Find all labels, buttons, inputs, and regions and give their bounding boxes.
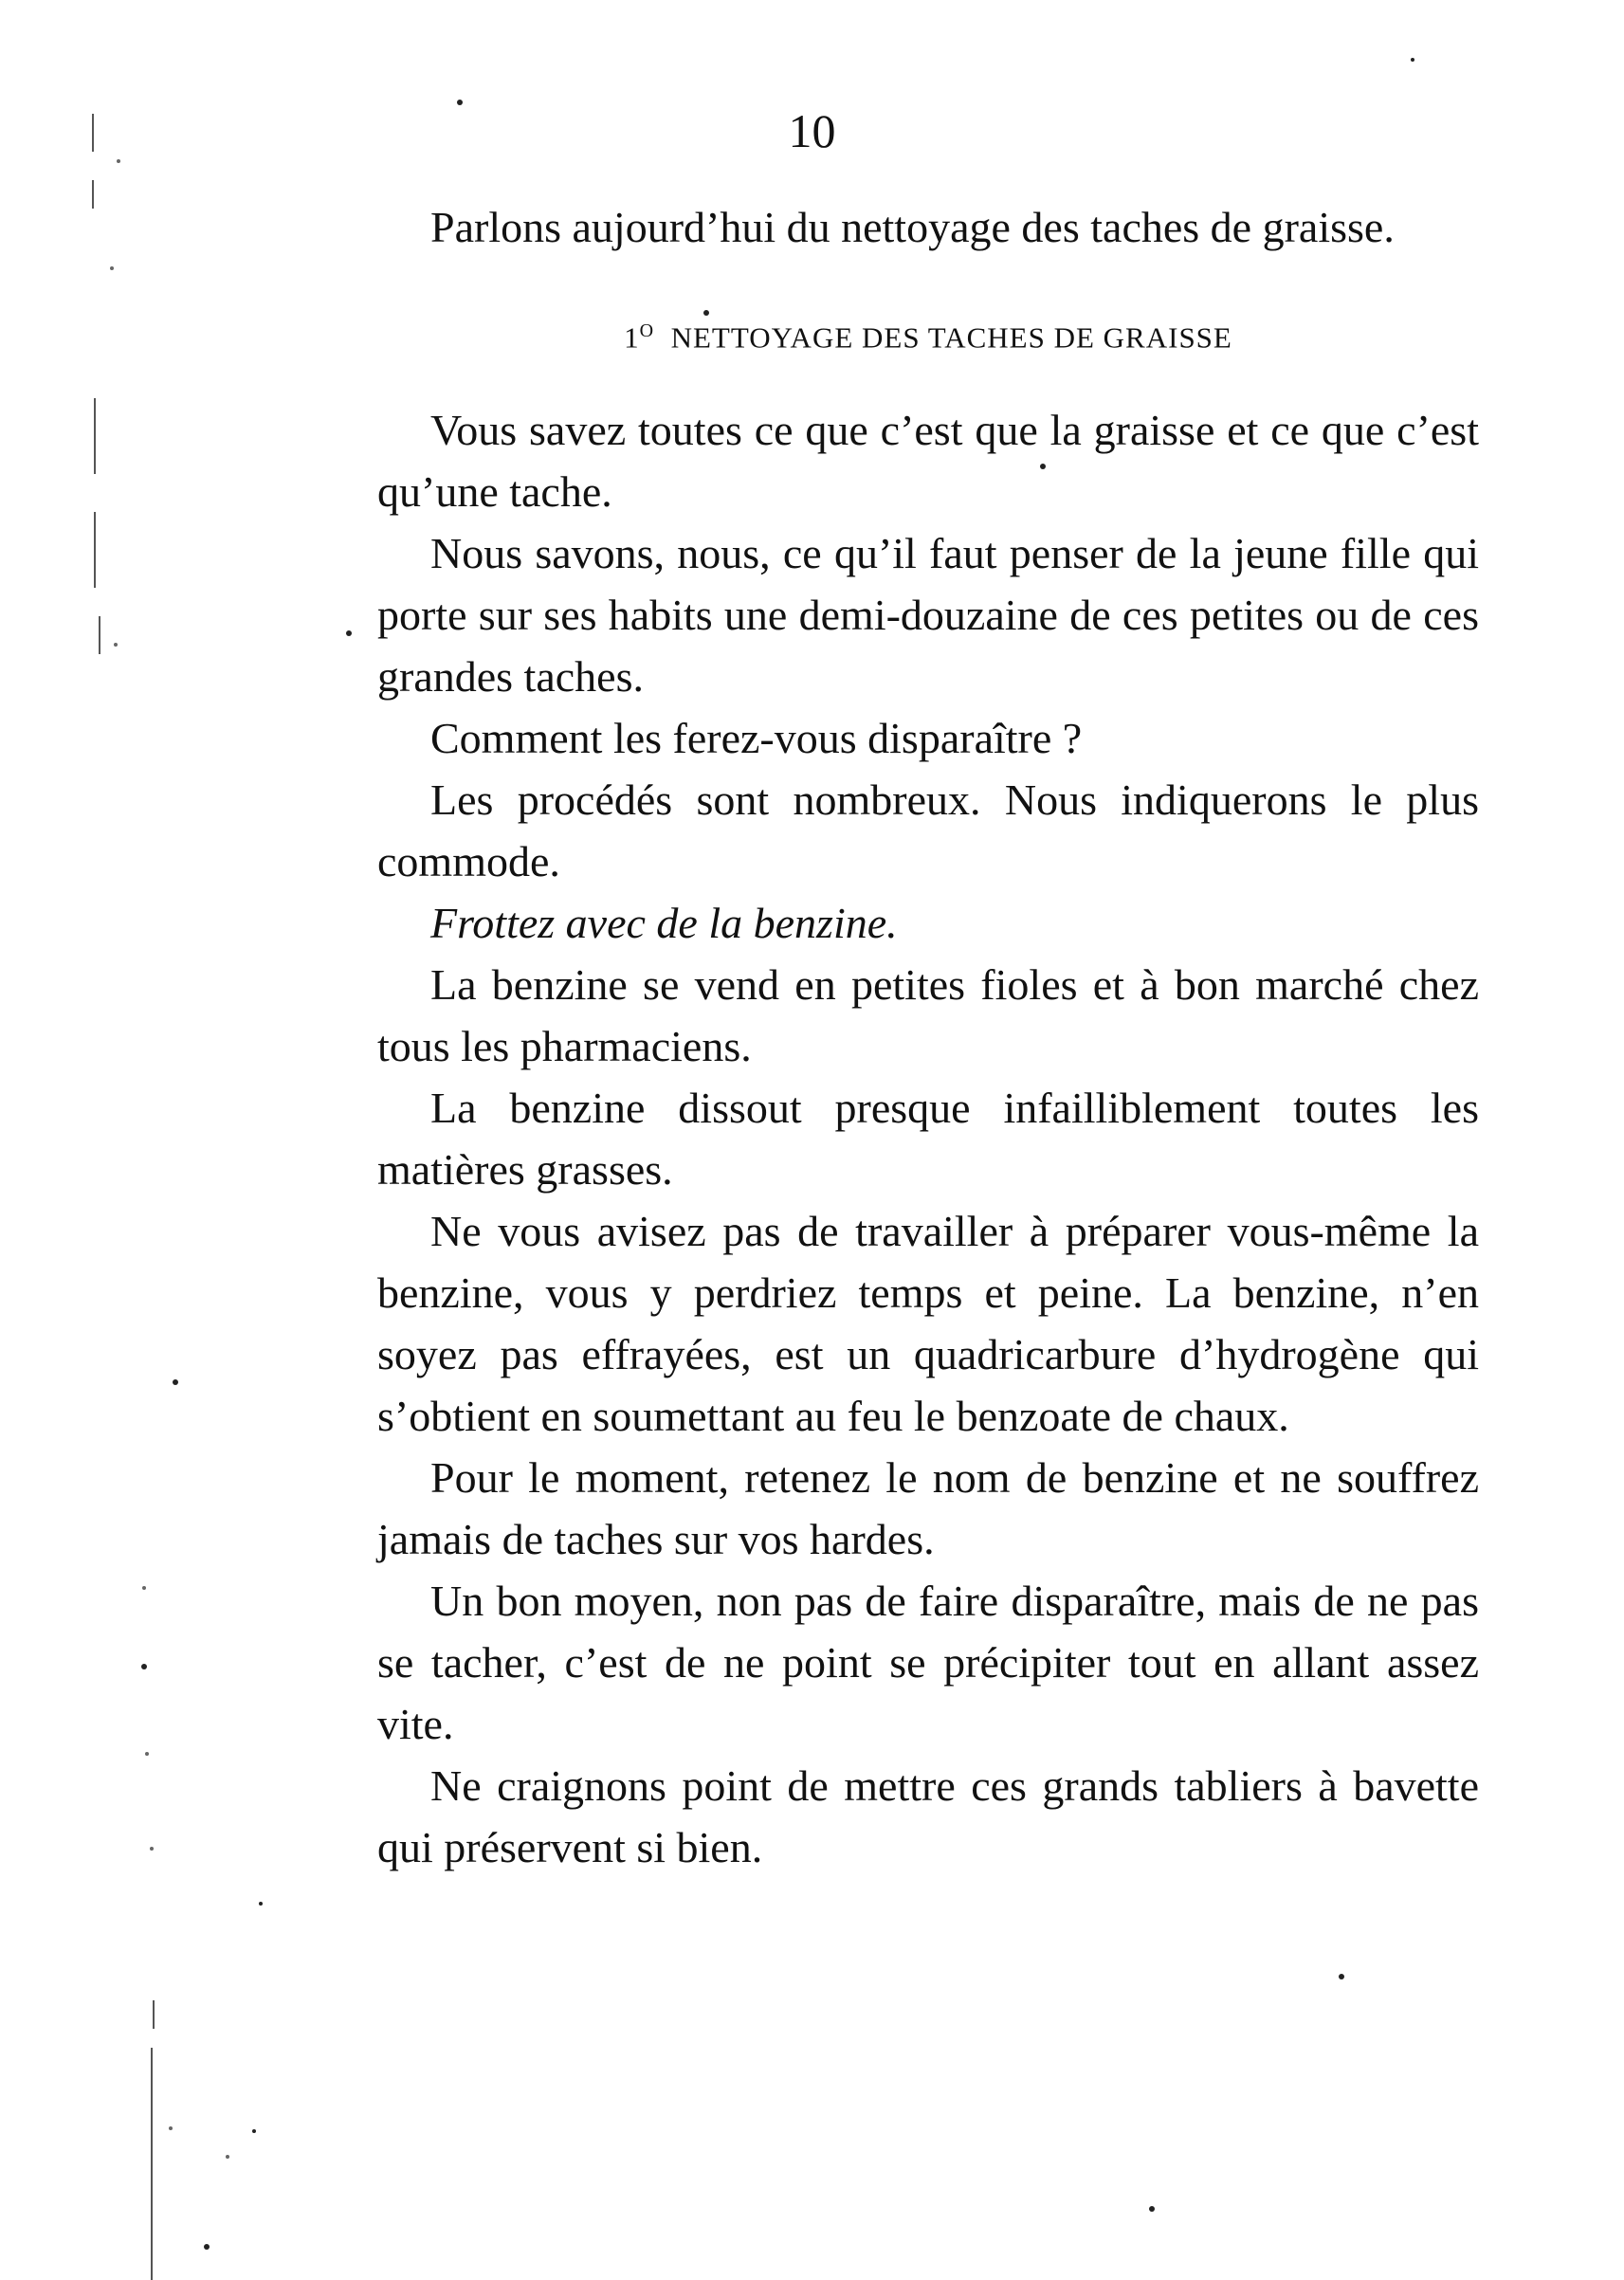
paragraph: La benzine dissout presque infailliblement toutes les matières grasses. [377, 1084, 1479, 1195]
section-heading-text: NETTOYAGE DES TACHES DE GRAISSE [670, 320, 1232, 355]
intro-paragraph: Parlons aujourd’hui du nettoyage des taches de graisse. [430, 203, 1395, 251]
paragraph: Ne vous avisez pas de travailler à préparer vous-même la benzine, vous y perdriez temps et peine. La benzine, n’en soyez pas effrayées, est un quadricarbure d’hydrogène qui s’obtient en soumettant au feu le benzoate de chaux. [377, 1207, 1479, 1441]
page-number: 10 [788, 104, 836, 157]
paragraph: Ne craignons point de mettre ces grands tabliers à bavette qui préservent si bien. [377, 1761, 1479, 1872]
paragraph: Un bon moyen, non pas de faire disparaître, mais de ne pas se tacher, c’est de ne point se précipiter tout en allant assez vite. [377, 1577, 1479, 1749]
italic-instruction: Frottez avec de la benzine. [430, 899, 898, 948]
section-heading-number: 1 [624, 320, 640, 355]
section-heading [377, 305, 1479, 363]
paragraph: Pour le moment, retenez le nom de benzine et ne souffrez jamais de taches sur vos hardes. [377, 1453, 1479, 1564]
page-body [377, 196, 1479, 1878]
section-heading-degree: O [639, 320, 655, 341]
paragraph: Vous savez toutes ce que c’est que la graisse et ce que c’est qu’une tache. [377, 406, 1479, 517]
paragraph: Nous savons, nous, ce qu’il faut penser de la jeune fille qui porte sur ses habits une demi-douzaine de ces petites ou de ces grandes taches. [377, 529, 1479, 702]
paragraph: Comment les ferez-vous disparaître ? [430, 714, 1083, 763]
paragraph: Les procédés sont nombreux. Nous indiquerons le plus commode. [377, 775, 1479, 886]
paragraph: La benzine se vend en petites fioles et à bon marché chez tous les pharmaciens. [377, 960, 1479, 1071]
